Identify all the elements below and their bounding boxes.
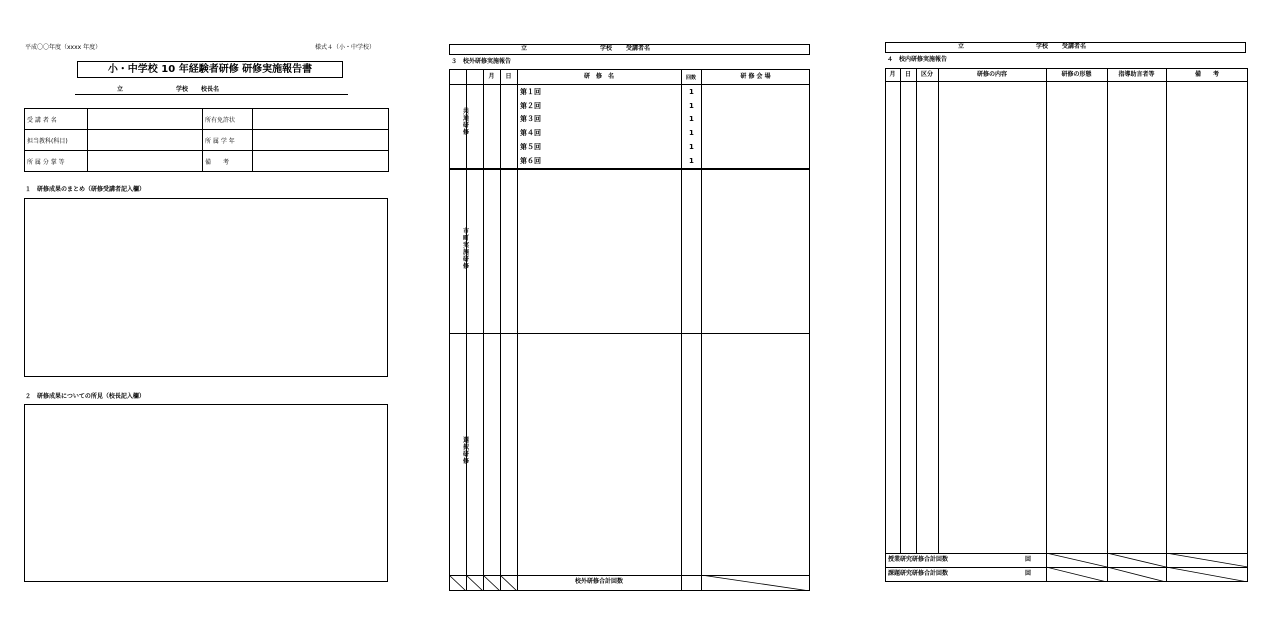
report-title-box bbox=[77, 61, 343, 78]
col-day: 日 bbox=[505, 73, 512, 80]
info-label: 備 考 bbox=[203, 151, 253, 172]
training-row-count: 1 bbox=[689, 115, 694, 123]
summary-textarea[interactable] bbox=[24, 198, 388, 377]
page3-header-prefix: 立 bbox=[958, 43, 965, 50]
table-rule bbox=[466, 69, 467, 591]
section4-heading: ４ 校内研修実施報告 bbox=[887, 56, 948, 63]
col-day: 日 bbox=[904, 71, 911, 78]
training-row-name: 第３回 bbox=[520, 115, 541, 123]
section1-heading: １ 研修成果のまとめ（研修受講者記入欄） bbox=[25, 186, 146, 193]
principal-underline bbox=[75, 94, 348, 95]
col-remarks: 備 考 bbox=[1194, 71, 1219, 78]
total-row-diagonals bbox=[449, 575, 810, 591]
col-format: 研修の形態 bbox=[1061, 71, 1092, 78]
table-rule bbox=[1107, 68, 1108, 582]
training-row-name: 第２回 bbox=[520, 102, 541, 110]
info-row bbox=[25, 109, 389, 130]
table-rule bbox=[885, 81, 1248, 82]
col-venue: 研 修 会 場 bbox=[740, 73, 771, 80]
training-row-count: 1 bbox=[689, 88, 694, 96]
col-month: 月 bbox=[488, 73, 495, 80]
page3-header-school: 学校 bbox=[1036, 43, 1049, 50]
topic-study-total-label: 課題研究研修合計回数 bbox=[888, 570, 949, 577]
lesson-study-total-label: 授業研究研修合計回数 bbox=[888, 556, 949, 563]
training-row-name: 第１回 bbox=[520, 88, 541, 96]
page3-header-trainee: 受講者名 bbox=[1062, 43, 1087, 50]
info-value-field[interactable] bbox=[88, 130, 203, 151]
principal-name-label: 校長名 bbox=[201, 86, 220, 93]
principal-opinion-textarea[interactable] bbox=[24, 404, 388, 582]
table-rule bbox=[449, 168, 810, 170]
training-row-count: 1 bbox=[689, 102, 694, 110]
col-count: 回数 bbox=[685, 75, 696, 81]
training-row-count: 1 bbox=[689, 129, 694, 137]
group-label-elective: 選択研修 bbox=[462, 437, 469, 465]
table-rule bbox=[916, 68, 917, 553]
external-training-table bbox=[449, 69, 810, 591]
info-value-field[interactable] bbox=[253, 109, 389, 130]
training-row-name: 第４回 bbox=[520, 129, 541, 137]
section2-heading: ２ 研修成果についての所見（校長記入欄） bbox=[25, 393, 145, 400]
page2-header-trainee: 受講者名 bbox=[626, 45, 651, 52]
group-label-common: 共通研修 bbox=[462, 108, 469, 136]
totals-diagonals bbox=[1046, 553, 1248, 582]
table-rule bbox=[1046, 68, 1047, 582]
principal-school: 学校 bbox=[176, 86, 189, 93]
training-row-name: 第５回 bbox=[520, 143, 541, 151]
report-title: 小・中学校 10 年経験者研修 研修実施報告書 bbox=[107, 64, 313, 75]
training-row-count: 1 bbox=[689, 143, 694, 151]
table-rule bbox=[681, 69, 682, 591]
training-row-count: 1 bbox=[689, 157, 694, 165]
principal-prefix: 立 bbox=[117, 86, 124, 93]
table-rule bbox=[449, 84, 810, 85]
external-total-label: 校外研修合計回数 bbox=[574, 578, 623, 585]
info-value-field[interactable] bbox=[88, 109, 203, 130]
year-label: 平成〇〇年度（xxxx 年度） bbox=[25, 44, 102, 51]
info-row bbox=[25, 130, 389, 151]
table-rule bbox=[701, 69, 702, 591]
lesson-study-total-unit: 回 bbox=[1025, 556, 1032, 563]
trainee-info-table bbox=[24, 108, 389, 172]
info-value-field[interactable] bbox=[88, 151, 203, 172]
col-training-name: 研 修 名 bbox=[583, 73, 614, 80]
form-label: 様式４（小・中学校） bbox=[315, 44, 376, 51]
col-content: 研修の内容 bbox=[976, 71, 1007, 78]
topic-study-total-unit: 回 bbox=[1025, 570, 1032, 577]
table-rule bbox=[500, 69, 501, 591]
info-label: 所 属 学 年 bbox=[203, 130, 253, 151]
col-advisor: 指導助言者等 bbox=[1118, 71, 1155, 78]
table-rule bbox=[449, 333, 810, 334]
col-category: 区分 bbox=[920, 71, 933, 78]
table-rule bbox=[483, 69, 484, 591]
info-label: 所 属 分 掌 等 bbox=[25, 151, 88, 172]
info-label: 受 講 者 名 bbox=[25, 109, 88, 130]
info-value-field[interactable] bbox=[253, 151, 389, 172]
internal-training-table bbox=[885, 68, 1248, 582]
table-rule bbox=[1166, 68, 1167, 582]
info-label: 担当教科(科目) bbox=[25, 130, 88, 151]
table-rule bbox=[900, 68, 901, 553]
col-month: 月 bbox=[889, 71, 896, 78]
section3-heading: ３ 校外研修実施報告 bbox=[451, 58, 512, 65]
info-value-field[interactable] bbox=[253, 130, 389, 151]
page2-header-prefix: 立 bbox=[521, 45, 528, 52]
page2-header-school: 学校 bbox=[600, 45, 613, 52]
info-row bbox=[25, 151, 389, 172]
table-rule bbox=[517, 69, 518, 591]
group-label-municipal: 市町実施研修 bbox=[462, 228, 469, 270]
info-label: 所有免許状 bbox=[203, 109, 253, 130]
table-rule bbox=[938, 68, 939, 553]
training-row-name: 第６回 bbox=[520, 157, 541, 165]
